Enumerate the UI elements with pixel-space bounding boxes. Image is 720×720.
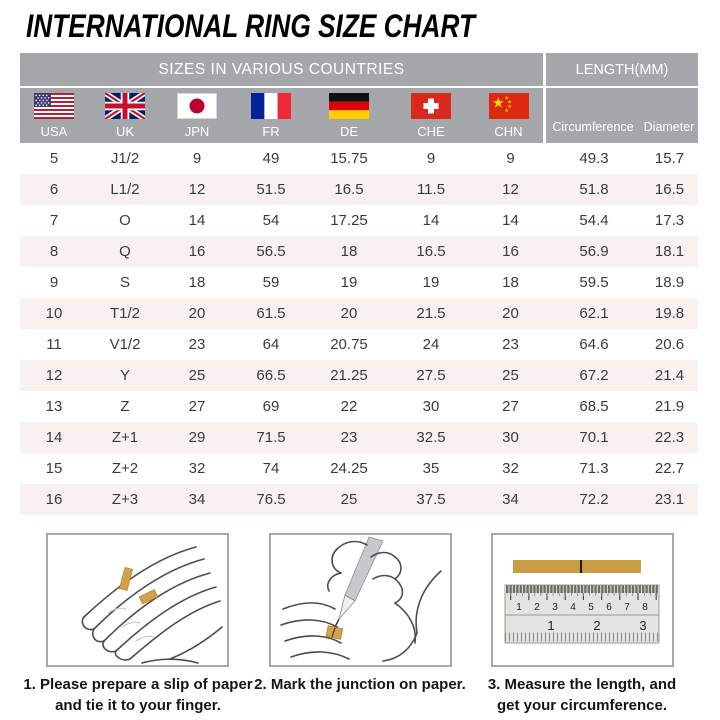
table-row: [20, 391, 698, 422]
ruler-cm-number: 7: [624, 602, 630, 613]
table-cell: 20.6: [654, 336, 685, 353]
table-cell: 15: [45, 460, 63, 477]
table-cell: 21.25: [330, 367, 368, 384]
japan-flag-icon: [177, 93, 217, 119]
step3-caption: [452, 674, 712, 716]
table-cell: 54: [262, 212, 280, 229]
table-cell: 32: [188, 460, 206, 477]
table-cell: 32: [502, 460, 519, 477]
ruler-cm-number: 5: [588, 602, 594, 613]
table-cell: 19.8: [654, 305, 685, 322]
germany-flag-icon: [329, 93, 369, 119]
table-cell: 18: [340, 243, 358, 260]
table-cell: 18: [502, 274, 519, 291]
svg-text:★: ★: [504, 108, 509, 114]
table-cell: 59: [262, 274, 280, 291]
column-header-fr: [232, 88, 310, 143]
table-cell: 23: [502, 336, 519, 353]
table-cell: 25: [502, 367, 519, 384]
table-cell: 30: [502, 429, 519, 446]
table-cell: 15.75: [330, 150, 368, 167]
table-cell: 14: [45, 429, 63, 446]
table-cell: 71.5: [256, 429, 286, 446]
table-cell: 17.3: [654, 212, 685, 229]
switzerland-flag-icon: [411, 93, 451, 119]
table-cell: 22.3: [654, 429, 685, 446]
table-cell: 25: [340, 491, 358, 508]
table-cell: 51.8: [579, 181, 609, 198]
table-cell: 17.25: [330, 212, 368, 229]
table-row: [20, 298, 698, 329]
column-label-fr: FR: [262, 124, 280, 139]
table-cell: 7: [49, 212, 59, 229]
table-cell: 21.4: [654, 367, 685, 384]
svg-text:★: ★: [507, 99, 512, 106]
step1-caption-line1: 1. Please prepare a slip of paper: [23, 676, 253, 693]
column-label-diameter: Diameter: [640, 88, 698, 143]
table-cell: 20: [188, 305, 206, 322]
header-length-mm: LENGTH(MM): [546, 53, 698, 86]
table-row: [20, 422, 698, 453]
table-cell: 24: [422, 336, 440, 353]
column-header-jpn: [162, 88, 232, 143]
uk-flag-icon: [105, 93, 145, 119]
table-cell: 61.5: [256, 305, 286, 322]
step1-illustration-box: [46, 533, 229, 667]
table-cell: 56.5: [256, 243, 286, 260]
ring-size-chart-table: [20, 53, 698, 515]
table-cell: 19: [422, 274, 440, 291]
table-cell: 64.6: [579, 336, 609, 353]
step3-caption-line2: get your circumference.: [496, 697, 668, 714]
table-cell: S: [119, 274, 130, 291]
table-cell: Q: [119, 243, 131, 260]
table-cell: 8: [49, 243, 59, 260]
table-cell: 71.3: [579, 460, 609, 477]
table-cell: 64: [262, 336, 280, 353]
table-row: [20, 174, 698, 205]
table-cell: 16: [45, 491, 63, 508]
table-cell: 9: [506, 150, 515, 167]
step3-caption-line1: 3. Measure the length, and: [487, 676, 677, 693]
table-cell: 21.9: [654, 398, 685, 415]
table-cell: 18.9: [654, 274, 685, 291]
table-cell: 14: [188, 212, 206, 229]
column-label-chn: CHN: [494, 124, 523, 139]
step3-illustration-box: [491, 533, 674, 667]
table-cell: O: [119, 212, 131, 229]
svg-text:★: ★: [507, 104, 512, 110]
svg-text:★: ★: [504, 95, 509, 102]
table-cell: 11: [46, 336, 62, 353]
ring-size-table-body: [20, 143, 698, 515]
france-flag-icon: [251, 93, 291, 119]
table-cell: 16.5: [654, 181, 685, 198]
table-cell: 67.2: [579, 367, 609, 384]
usa-flag-icon: [34, 93, 74, 119]
table-cell: 30: [422, 398, 440, 415]
table-cell: Z: [120, 398, 130, 415]
column-label-usa: USA: [40, 124, 68, 139]
step2-caption-line1: 2. Mark the junction on paper.: [254, 676, 466, 693]
table-cell: 20.75: [330, 336, 368, 353]
ruler-cm-number: 2: [534, 602, 540, 613]
table-cell: Z+3: [111, 491, 139, 508]
table-country-header-row: [20, 88, 698, 143]
table-row: [20, 329, 698, 360]
table-cell: 37.5: [416, 491, 446, 508]
table-row: [20, 267, 698, 298]
table-cell: 23.1: [654, 491, 685, 508]
ruler-cm-number: 4: [570, 602, 576, 613]
table-cell: Z+1: [111, 429, 139, 446]
table-cell: 12: [502, 181, 519, 198]
table-row: [20, 360, 698, 391]
table-cell: 10: [45, 305, 63, 322]
table-cell: L1/2: [110, 181, 140, 198]
table-cell: 15.7: [654, 150, 685, 167]
table-cell: 51.5: [256, 181, 286, 198]
column-header-chn: [474, 88, 543, 143]
table-cell: 66.5: [256, 367, 286, 384]
table-cell: 68.5: [579, 398, 609, 415]
table-row: [20, 236, 698, 267]
table-cell: 16.5: [416, 243, 446, 260]
table-cell: 34: [188, 491, 206, 508]
column-label-de: DE: [339, 124, 359, 139]
ruler-inch-number: 1: [547, 618, 555, 633]
table-cell: J1/2: [110, 150, 140, 167]
ruler-cm-number: 1: [516, 602, 522, 613]
ruler-inch-number: 2: [593, 618, 601, 633]
table-cell: 74: [262, 460, 280, 477]
table-cell: 9: [426, 150, 436, 167]
page-title: INTERNATIONAL RING SIZE CHART: [26, 8, 476, 44]
table-cell: 13: [45, 398, 63, 415]
svg-text:★: ★: [491, 95, 505, 112]
ruler-measurement-illustration: [493, 535, 672, 665]
table-cell: 72.2: [579, 491, 609, 508]
column-label-jpn: JPN: [184, 124, 210, 139]
paper-strip: [513, 560, 641, 573]
table-cell: 69: [262, 398, 280, 415]
table-cell: 59.5: [579, 274, 609, 291]
table-cell: 49: [262, 150, 280, 167]
table-cell: 19: [340, 274, 358, 291]
table-cell: T1/2: [109, 305, 140, 322]
column-label-uk: UK: [115, 124, 135, 139]
column-header-de: [310, 88, 388, 143]
table-cell: 18.1: [654, 243, 685, 260]
table-cell: 22.7: [654, 460, 685, 477]
ruler-cm-number: 6: [606, 602, 612, 613]
marking-with-pen-illustration: [271, 535, 450, 665]
ruler-cm-number: 8: [642, 602, 648, 613]
table-row: [20, 143, 698, 174]
table-cell: 56.9: [579, 243, 609, 260]
column-label-circumference: Circumference: [546, 88, 640, 143]
measuring-instructions: [0, 533, 720, 667]
table-cell: 14: [502, 212, 519, 229]
table-cell: 49.3: [579, 150, 609, 167]
table-cell: 5: [49, 150, 59, 167]
table-cell: 11.5: [416, 181, 446, 198]
table-cell: 34: [502, 491, 519, 508]
table-cell: 9: [192, 150, 202, 167]
table-row: [20, 205, 698, 236]
table-cell: 20: [340, 305, 358, 322]
table-row: [20, 484, 698, 515]
table-cell: 27: [502, 398, 519, 415]
table-cell: 9: [49, 274, 59, 291]
table-cell: 14: [422, 212, 440, 229]
china-flag-icon: [489, 93, 529, 119]
table-cell: Z+2: [111, 460, 139, 477]
table-cell: 16: [502, 243, 519, 260]
table-cell: 70.1: [579, 429, 609, 446]
column-header-usa: [20, 88, 88, 143]
table-group-header-row: [20, 53, 698, 86]
table-cell: 22: [340, 398, 358, 415]
table-cell: 27.5: [416, 367, 446, 384]
step2-caption: [230, 674, 490, 695]
table-cell: 12: [45, 367, 63, 384]
table-cell: 76.5: [256, 491, 286, 508]
table-cell: 32.5: [416, 429, 446, 446]
ruler-cm-number: 3: [552, 602, 558, 613]
table-cell: 23: [340, 429, 358, 446]
table-cell: V1/2: [109, 336, 141, 353]
column-header-uk: [88, 88, 162, 143]
step2-illustration-box: [269, 533, 452, 667]
column-header-che: [388, 88, 474, 143]
table-cell: 21.5: [416, 305, 446, 322]
table-cell: 25: [188, 367, 206, 384]
table-cell: 12: [188, 181, 206, 198]
ruler-inch-number: 3: [639, 618, 647, 633]
table-cell: 23: [188, 336, 206, 353]
table-cell: 24.25: [330, 460, 368, 477]
table-cell: 27: [188, 398, 206, 415]
table-cell: 16.5: [334, 181, 364, 198]
table-cell: 6: [49, 181, 59, 198]
table-cell: 54.4: [579, 212, 609, 229]
table-cell: 29: [188, 429, 206, 446]
table-cell: 35: [422, 460, 440, 477]
step1-caption: [8, 674, 268, 716]
table-row: [20, 453, 698, 484]
step1-caption-line2: and tie it to your finger.: [55, 697, 221, 714]
table-cell: 16: [188, 243, 206, 260]
hand-with-paper-slip-illustration: [48, 535, 227, 665]
table-cell: Y: [119, 367, 130, 384]
column-label-che: CHE: [417, 124, 445, 139]
table-cell: 62.1: [579, 305, 609, 322]
table-cell: 20: [502, 305, 519, 322]
header-sizes-in-various-countries: SIZES IN VARIOUS COUNTRIES: [20, 53, 543, 86]
table-cell: 18: [188, 274, 206, 291]
